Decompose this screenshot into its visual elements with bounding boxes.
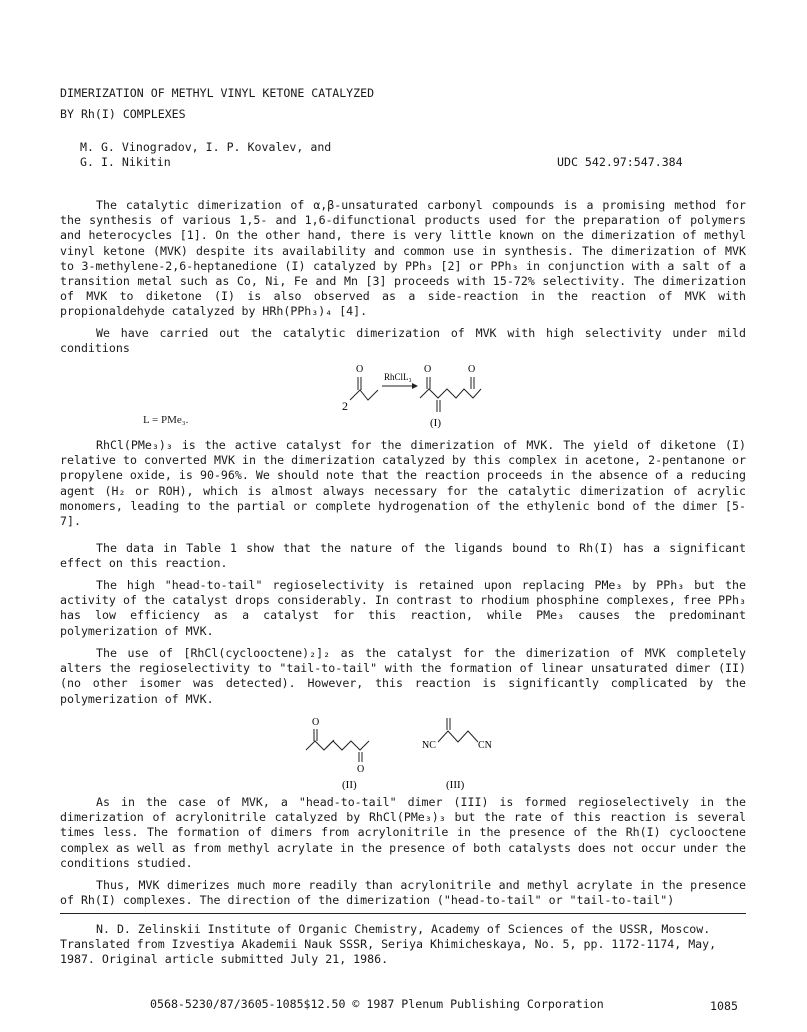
paragraph-4-text: The data in Table 1 show that the nature of the ligands bound to Rh(I) has a significant effect on this reaction. (60, 541, 746, 571)
scheme-1-catalyst: RhClL₃ (384, 372, 412, 382)
page-number: 1085 (710, 999, 738, 1013)
scheme-1-coefficient: 2 (342, 399, 348, 413)
footnote-divider (60, 913, 746, 914)
ligand-definition: L = PMe₃. (143, 414, 189, 426)
scheme-1-arrow-head (412, 383, 418, 389)
paragraph-8 (60, 878, 746, 908)
paragraph-6 (60, 646, 746, 707)
scheme-1-product-oxygen-1: O (424, 364, 432, 375)
structure-iii-cn: CN (478, 740, 492, 751)
paragraph-7 (60, 795, 746, 871)
structure-ii-double-bond (326, 740, 334, 748)
paragraph-5 (60, 578, 746, 639)
paragraph-4 (60, 541, 746, 571)
paragraph-8-text: Thus, MVK dimerizes much more readily than acrylonitrile and methyl acrylate in the presence of Rh(I) complexes. The direction of the dimerization ("head-to-tail" or "tail-to-tail") (60, 878, 746, 908)
authors-line-1: M. G. Vinogradov, I. P. Kovalev, and (80, 140, 332, 154)
scheme-1-compound-label: (I) (430, 417, 441, 429)
paragraph-3 (60, 438, 746, 529)
structure-ii-oxygen-bottom: O (357, 764, 365, 775)
structures-ii-iii (300, 714, 560, 794)
scheme-1-product-chain (420, 389, 481, 398)
structure-ii-label: (II) (342, 779, 357, 791)
paragraph-7-text: As in the case of MVK, a "head-to-tail" dimer (III) is formed regioselectively in the dimerization of acrylonitrile catalyzed by RhCl(PMe₃)₃ but the rate of this reaction is several times less. The formation of dimers from acrylonitrile in the presence of the Rh(I) cyclooctene complex as well as from methyl acrylate in the presence of both catalysts does not occur under the conditions studied. (60, 795, 746, 870)
title-line-1: DIMERIZATION OF METHYL VINYL KETONE CATALYZED (60, 86, 375, 100)
paragraph-2 (60, 326, 746, 356)
reaction-scheme-1-drawing (300, 358, 560, 448)
structure-iii-chain (438, 731, 478, 742)
structure-ii-chain (306, 741, 369, 750)
structures-ii-iii-drawing (300, 714, 560, 794)
paragraph-1-text: The catalytic dimerization of α,β-unsaturated carbonyl compounds is a promising method for the synthesis of various 1,5- and 1,6-difunctional products used for the preparation of polymers and heterocycles [1]. On the other hand, there is very little known on the dimerization of methyl vinyl ketone (MVK) despite its availability and common use in synthesis. The dimerization of MVK to 3-methylene-2,6-heptanedione (I) catalyzed by PPh₃ [2] or PPh₃ in conjunction with a salt of a transition metal such as Co, Ni, Fe and Mn [3] proceeds with 15-72% selectivity. The dimerization of MVK to diketone (I) is also observed as a side-reaction in the reaction of MVK with propionaldehyde catalyzed by HRh(PPh₃)₄ [4]. (60, 198, 746, 319)
structure-ii-oxygen-top: O (312, 717, 320, 728)
structure-iii-nc: NC (422, 740, 436, 751)
scheme-1-product-oxygen-2: O (468, 364, 476, 375)
scheme-1-mvk-chain (350, 390, 378, 400)
affiliation-footnote-text: N. D. Zelinskii Institute of Organic Chemistry, Academy of Sciences of the USSR, Moscow. Translated from Izvestiya Akademii Nauk SSSR, Seriya Khimicheskaya, No. 5, pp. 1172-1174, May, 1987. Original article submitted July 21, 1986. (60, 922, 717, 967)
article-title (60, 86, 760, 122)
paragraph-6-text: The use of [RhCl(cyclooctene)₂]₂ as the catalyst for the dimerization of MVK completely alters the regioselectivity to "tail-to-tail" with the formation of linear unsaturated dimer (II) (no other isomer was detected). However, this reaction is significantly complicated by the polymerization of MVK. (60, 646, 746, 706)
copyright-line: 0568-5230/87/3605-1085$12.50 © 1987 Plenum Publishing Corporation (150, 997, 604, 1011)
scheme-1-mvk-oxygen: O (356, 364, 364, 375)
title-line-2: BY Rh(I) COMPLEXES (60, 107, 186, 122)
udc-code: UDC 542.97:547.384 (557, 155, 683, 169)
paragraph-2-text: We have carried out the catalytic dimerization of MVK with high selectivity under mild conditions (60, 326, 746, 356)
paragraph-3-text: RhCl(PMe₃)₃ is the active catalyst for the dimerization of MVK. The yield of diketone (I) relative to converted MVK in the dimerization catalyzed by this complex in acetone, 2-pentanone or propylene oxide, is 90-96%. We should note that the reaction proceeds in the absence of a reducing agent (H₂ or ROH), which is almost always necessary for the catalytic dimerization of acrylic monomers, leading to the partial or complete hydrogenation of the ethylenic bond of the dimer [5-7]. (60, 438, 746, 529)
authors-line-2: G. I. Nikitin (80, 155, 171, 170)
affiliation-footnote (60, 922, 746, 968)
paragraph-5-text: The high "head-to-tail" regioselectivity is retained upon replacing PMe₃ by PPh₃ but the activity of the catalyst drops considerably. In contrast to rhodium phosphine complexes, free PPh₃ has low efficiency as a catalyst for this reaction, while PMe₃ causes the predominant polymerization of MVK. (60, 578, 746, 638)
structure-iii-label: (III) (446, 779, 465, 791)
paragraph-1 (60, 198, 746, 320)
reaction-scheme-1 (300, 358, 560, 448)
